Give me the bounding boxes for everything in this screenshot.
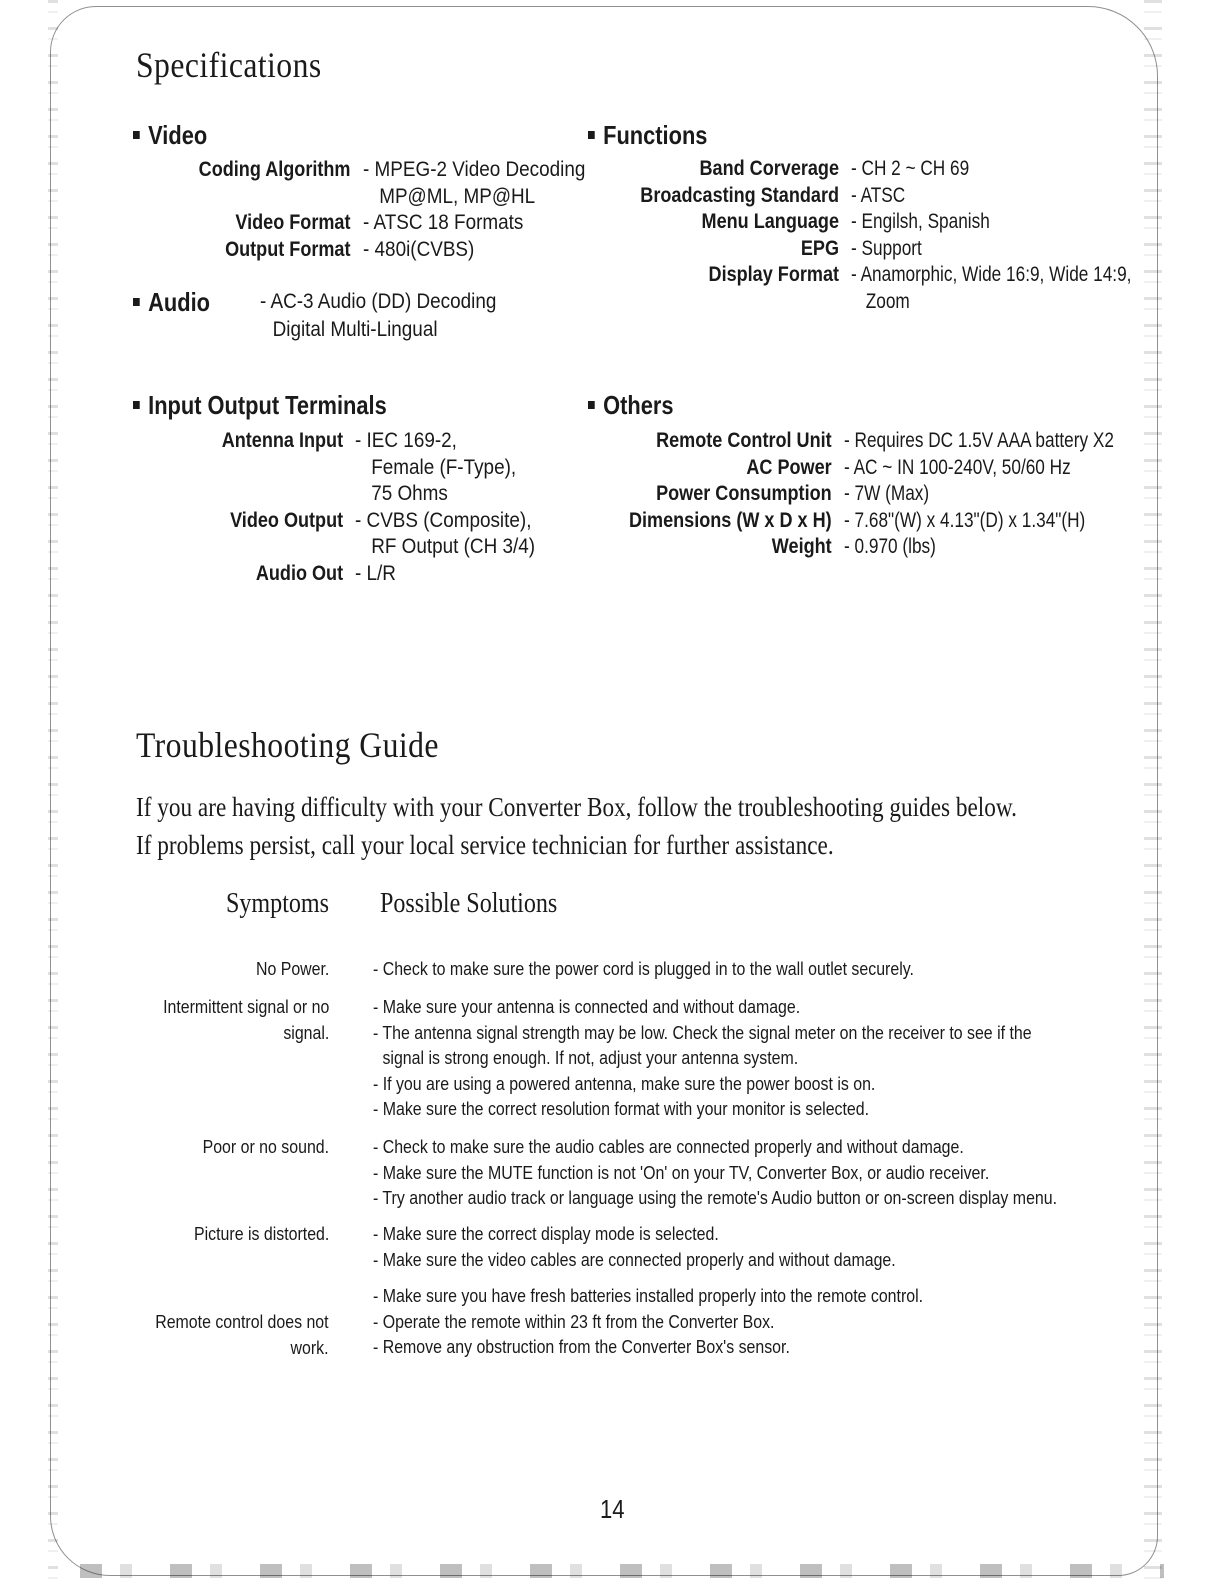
- symptom-line: Intermittent signal or no: [162, 996, 329, 1017]
- spec-value-line: - CH 2 ~ CH 69: [851, 157, 970, 180]
- bullet-icon: [588, 131, 595, 139]
- spec-row: [594, 455, 1173, 482]
- spec-value-line: RF Output (CH 3/4): [371, 535, 536, 558]
- solution-line: - Make sure the MUTE function is not 'On' on your TV, Converter Box, or audio receiver.: [373, 1161, 990, 1183]
- solution-line: - Check to make sure the audio cables are connected properly and without damage.: [373, 1136, 964, 1157]
- functions-heading: [588, 120, 707, 151]
- spec-value: [844, 481, 1114, 508]
- bullet-icon: [133, 131, 140, 139]
- spec-value-line: - L/R: [355, 561, 397, 585]
- solutions: [373, 1221, 896, 1272]
- spec-label: Output Format: [225, 237, 351, 261]
- spec-value-line: - Requires DC 1.5V AAA battery X2: [843, 429, 1114, 452]
- solution-line: - Operate the remote within 23 ft from the Converter Box.: [373, 1310, 775, 1332]
- spec-label: Band Corverage: [699, 157, 840, 180]
- troubleshooting-intro: [136, 788, 1017, 864]
- spec-label: EPG: [800, 236, 840, 260]
- symptom-line: Picture is distorted.: [193, 1223, 329, 1244]
- spec-value: [844, 534, 1114, 561]
- functions-heading-label: Functions: [603, 120, 708, 150]
- spec-value-line: Zoom: [865, 289, 910, 313]
- solution-line: signal is strong enough. If not, adjust your antenna system.: [382, 1047, 799, 1068]
- spec-value-line: - MPEG-2 Video Decoding: [362, 158, 585, 181]
- symptom-line: Poor or no sound.: [202, 1136, 329, 1157]
- others-heading: [588, 390, 674, 421]
- spec-row: [172, 157, 610, 210]
- spec-value-line: - IEC 169-2,: [355, 429, 458, 452]
- others-heading-label: Others: [603, 390, 674, 420]
- spec-value: [844, 508, 1114, 535]
- spec-label: AC Power: [746, 455, 832, 479]
- others-spec-table: [594, 428, 1173, 561]
- spec-row: [606, 156, 1193, 183]
- audio-value-line: - AC-3 Audio (DD) Decoding: [260, 290, 497, 313]
- spec-row: [172, 237, 610, 264]
- spec-label: Antenna Input: [221, 429, 344, 452]
- solutions: [373, 994, 1032, 1122]
- spec-label: Video Format: [235, 211, 351, 234]
- spec-value: [851, 183, 1131, 210]
- spec-value: [851, 262, 1131, 315]
- spec-value: [851, 156, 1131, 183]
- spec-value-line: - 7W (Max): [843, 482, 929, 505]
- solutions: [373, 1283, 923, 1360]
- spec-row: [594, 428, 1173, 455]
- spec-row: [606, 183, 1193, 210]
- symptom-line: No Power.: [255, 958, 329, 979]
- terminals-heading-label: Input Output Terminals: [148, 390, 387, 420]
- specifications-title: Specifications: [136, 45, 322, 85]
- spec-value-line: - Engilsh, Spanish: [851, 210, 990, 233]
- spec-value: [844, 455, 1114, 482]
- audio-value: [260, 288, 496, 344]
- solution-line: - Check to make sure the power cord is plugged in to the wall outlet securely.: [373, 958, 914, 979]
- spec-value: [355, 508, 535, 561]
- solution-line: - Make sure your antenna is connected and without damage.: [373, 996, 801, 1017]
- spec-row: [200, 561, 555, 588]
- spec-label: Video Output: [230, 508, 344, 532]
- audio-heading: [133, 287, 210, 318]
- symptom: [203, 1134, 329, 1160]
- solutions-column-header: Possible Solutions: [380, 888, 558, 919]
- spec-label: Remote Control Unit: [656, 429, 832, 452]
- spec-label: Dimensions (W x D x H): [628, 508, 832, 532]
- spec-row: [606, 209, 1193, 236]
- symptom: [256, 956, 329, 982]
- terminals-heading: [133, 390, 387, 421]
- spec-value: [355, 428, 535, 508]
- spec-value-line: - ATSC: [851, 183, 906, 207]
- spec-label: Power Consumption: [656, 482, 832, 505]
- spec-row: [606, 262, 1193, 315]
- functions-spec-table: [606, 156, 1193, 315]
- video-heading: [133, 120, 207, 151]
- spec-value: [363, 157, 585, 210]
- intro-line: If problems persist, call your local service technician for further assistance.: [136, 830, 834, 860]
- spec-value-line: - AC ~ IN 100-240V, 50/60 Hz: [843, 455, 1071, 479]
- spec-label: Audio Out: [255, 561, 344, 585]
- spec-value: [363, 237, 585, 264]
- solution-line: - Remove any obstruction from the Converter Box's sensor.: [373, 1336, 790, 1357]
- intro-line: If you are having difficulty with your Converter Box, follow the troubleshooting guides below.: [136, 792, 1017, 822]
- spec-value: [355, 561, 535, 588]
- spec-value-line: - 480i(CVBS): [362, 237, 474, 261]
- spec-label: Menu Language: [701, 210, 840, 233]
- bullet-icon: [133, 298, 140, 306]
- audio-value-line: Digital Multi-Lingual: [272, 318, 438, 341]
- spec-row: [172, 210, 610, 237]
- spec-row: [200, 428, 555, 508]
- solution-line: - The antenna signal strength may be low. Check the signal meter on the receiver to see if the: [373, 1021, 1032, 1043]
- spec-label: Weight: [771, 535, 832, 558]
- scan-edge-left: [48, 0, 58, 1584]
- spec-value-line: - 0.970 (lbs): [843, 535, 936, 558]
- solutions: [373, 1134, 1057, 1211]
- spec-row: [200, 508, 555, 561]
- spec-value-line: - 7.68"(W) x 4.13"(D) x 1.34"(H): [843, 508, 1086, 532]
- symptom-line: signal.: [283, 1021, 329, 1043]
- video-heading-label: Video: [148, 120, 208, 150]
- troubleshooting-title: Troubleshooting Guide: [136, 725, 439, 765]
- solution-line: - Make sure the correct display mode is selected.: [373, 1223, 719, 1244]
- spec-label: Coding Algorithm: [198, 158, 351, 181]
- spec-label: Broadcasting Standard: [640, 183, 840, 207]
- solution-line: - Make sure the video cables are connected properly and without damage.: [373, 1248, 896, 1270]
- spec-row: [594, 481, 1173, 508]
- spec-value-line: - ATSC 18 Formats: [362, 211, 523, 234]
- bullet-icon: [133, 401, 140, 409]
- solution-line: - If you are using a powered antenna, make sure the power boost is on.: [373, 1072, 876, 1094]
- spec-value-line: MP@ML, MP@HL: [378, 184, 535, 208]
- solution-line: - Make sure the correct resolution format with your monitor is selected.: [373, 1098, 870, 1119]
- solution-line: - Make sure you have fresh batteries installed properly into the remote control.: [373, 1285, 924, 1306]
- spec-value-line: - Support: [851, 236, 922, 260]
- spec-row: [594, 534, 1173, 561]
- spec-label: Display Format: [708, 263, 840, 286]
- symptom-line: Remote control does not: [155, 1311, 329, 1332]
- solutions: [373, 956, 914, 982]
- spec-value-line: - CVBS (Composite),: [355, 508, 532, 532]
- spec-row: [594, 508, 1173, 535]
- symptoms-column-header: Symptoms: [226, 888, 330, 919]
- symptom-line: work.: [290, 1336, 329, 1358]
- spec-value: [363, 210, 585, 237]
- spec-value: [851, 236, 1131, 263]
- spec-value-line: 75 Ohms: [371, 482, 449, 505]
- scan-edge-bottom: [80, 1564, 1164, 1578]
- symptom: [163, 994, 329, 1045]
- spec-value-line: - Anamorphic, Wide 16:9, Wide 14:9,: [851, 263, 1132, 286]
- spec-value: [851, 209, 1131, 236]
- terminals-spec-table: [200, 428, 555, 587]
- bullet-icon: [588, 401, 595, 409]
- spec-value-line: Female (F-Type),: [371, 455, 517, 479]
- symptom: [194, 1221, 329, 1247]
- spec-value: [844, 428, 1114, 455]
- symptom: [156, 1309, 329, 1360]
- page-number: 14: [600, 1494, 625, 1524]
- audio-heading-label: Audio: [148, 287, 210, 317]
- spec-row: [606, 236, 1193, 263]
- solution-line: - Try another audio track or language using the remote's Audio button or on-screen display menu.: [373, 1187, 1058, 1208]
- video-spec-table: [172, 157, 610, 263]
